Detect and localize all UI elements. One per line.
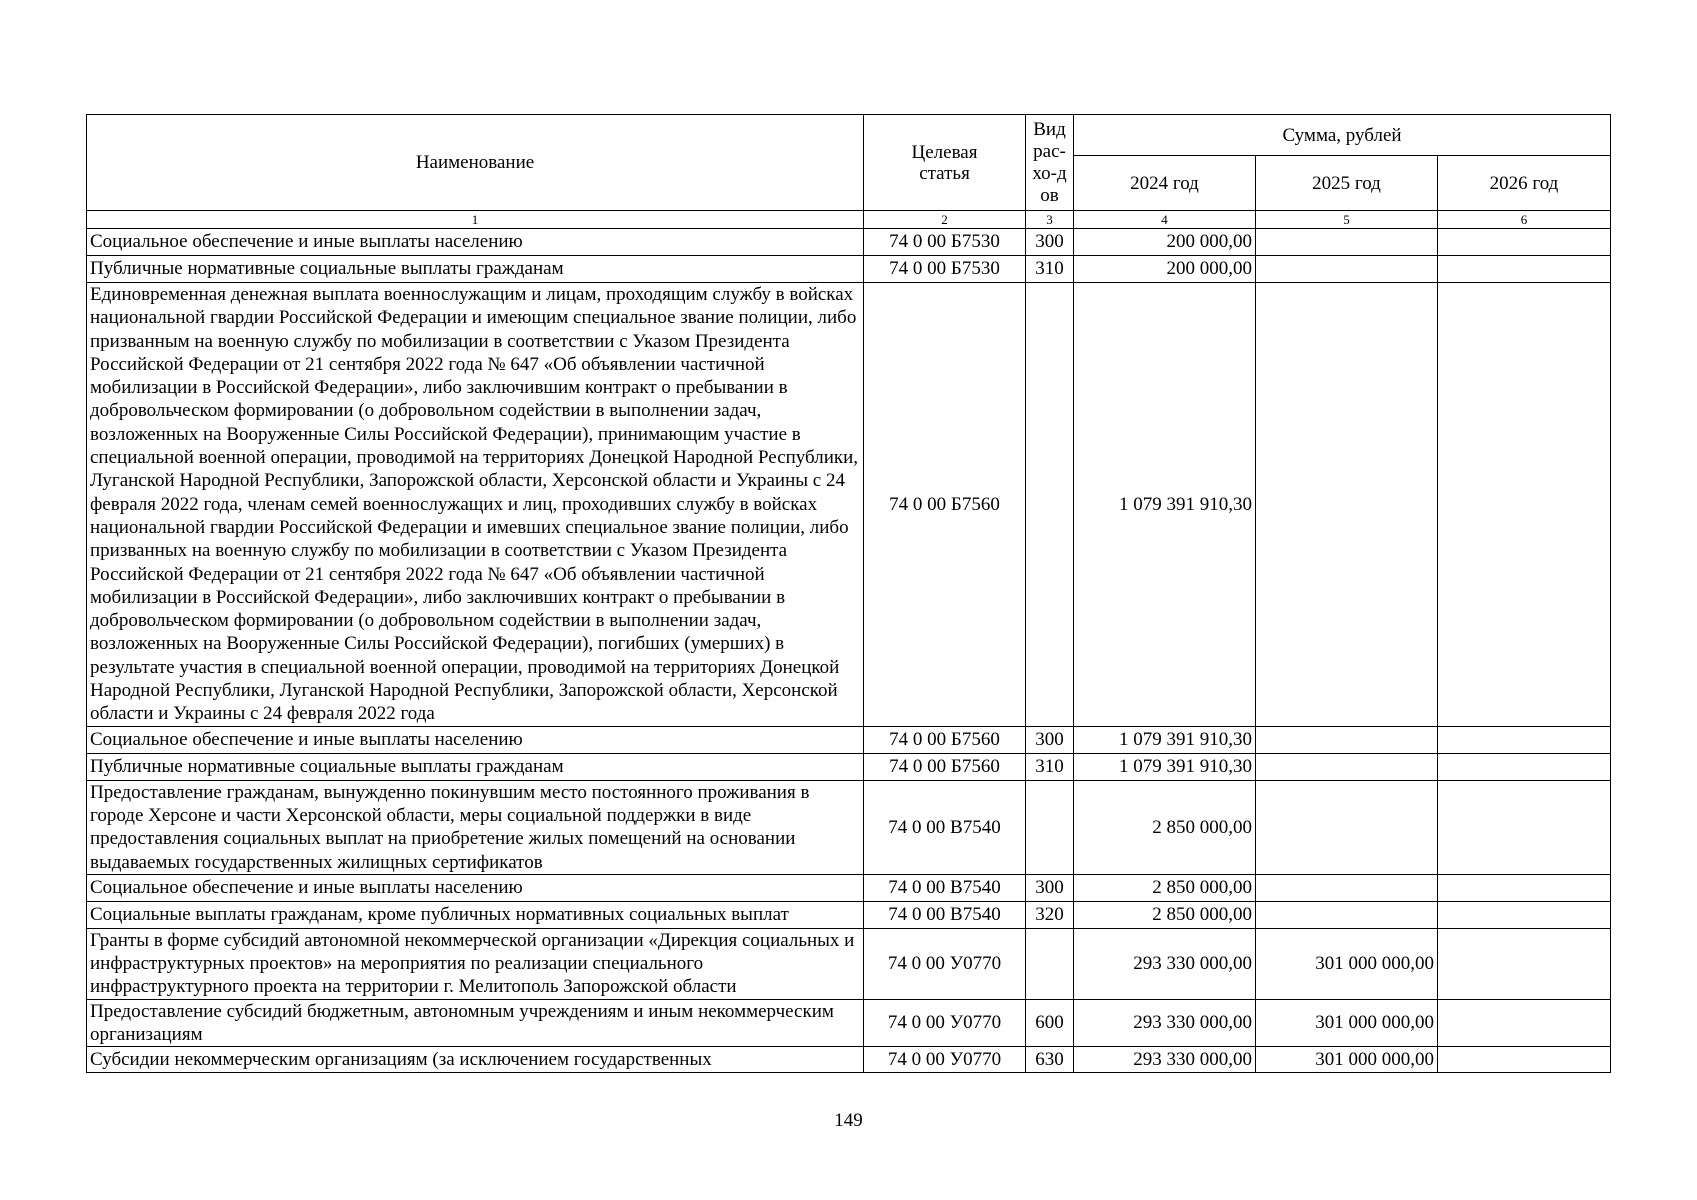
row-expense-type: 630 [1026, 1047, 1074, 1073]
row-amount-2025 [1256, 726, 1438, 753]
table-row [87, 928, 1611, 999]
table-row [87, 901, 1611, 928]
row-name: Публичные нормативные социальные выплаты гражданам [87, 753, 864, 780]
row-amount-2024: 293 330 000,00 [1074, 999, 1256, 1047]
row-amount-2026 [1438, 999, 1611, 1047]
row-amount-2024: 2 850 000,00 [1074, 874, 1256, 901]
header-sum-group: Сумма, рублей [1074, 115, 1611, 156]
row-amount-2025 [1256, 229, 1438, 256]
row-name: Социальные выплаты гражданам, кроме публичных нормативных социальных выплат [87, 901, 864, 928]
row-amount-2026 [1438, 780, 1611, 874]
row-expense-type: 310 [1026, 753, 1074, 780]
row-name: Субсидии некоммерческим организациям (за исключением государственных [87, 1047, 864, 1073]
row-amount-2025: 301 000 000,00 [1256, 1047, 1438, 1073]
table-row [87, 229, 1611, 256]
column-number: 2 [864, 211, 1026, 229]
row-amount-2024: 2 850 000,00 [1074, 780, 1256, 874]
table-row [87, 256, 1611, 283]
row-name: Предоставление субсидий бюджетным, автономным учреждениям и иным некоммерческим организациям [87, 999, 864, 1047]
header-target-article-text: Целевая статья [911, 141, 978, 184]
column-number: 6 [1438, 211, 1611, 229]
row-amount-2026 [1438, 753, 1611, 780]
row-target-article: 74 0 00 В7540 [864, 901, 1026, 928]
row-expense-type [1026, 928, 1074, 999]
row-target-article: 74 0 00 Б7560 [864, 753, 1026, 780]
header-expense-type [1026, 115, 1074, 211]
table-row [87, 726, 1611, 753]
row-expense-type: 300 [1026, 229, 1074, 256]
row-target-article: 74 0 00 Б7560 [864, 283, 1026, 727]
row-amount-2026 [1438, 283, 1611, 727]
row-amount-2025: 301 000 000,00 [1256, 999, 1438, 1047]
row-amount-2024: 2 850 000,00 [1074, 901, 1256, 928]
row-expense-type: 600 [1026, 999, 1074, 1047]
row-amount-2025 [1256, 753, 1438, 780]
row-expense-type: 310 [1026, 256, 1074, 283]
row-amount-2026 [1438, 256, 1611, 283]
row-target-article: 74 0 00 Б7530 [864, 256, 1026, 283]
header-name: Наименование [87, 115, 864, 211]
row-name: Предоставление гражданам, вынужденно покинувшим место постоянного проживания в городе Херсоне и части Херсонской области, меры социальной поддержки в виде предоставления социальных выплат на приобретение жилых помещений на основании выдаваемых государственных жилищных сертификатов [87, 780, 864, 874]
row-name: Социальное обеспечение и иные выплаты населению [87, 874, 864, 901]
header-expense-type-text: Вид рас-хо-дов [1032, 118, 1067, 206]
row-expense-type: 300 [1026, 874, 1074, 901]
row-target-article: 74 0 00 Б7560 [864, 726, 1026, 753]
row-target-article: 74 0 00 У0770 [864, 999, 1026, 1047]
row-amount-2025 [1256, 780, 1438, 874]
row-amount-2024: 200 000,00 [1074, 256, 1256, 283]
column-number: 1 [87, 211, 864, 229]
header-target-article [864, 115, 1026, 211]
row-amount-2026 [1438, 229, 1611, 256]
column-number: 3 [1026, 211, 1074, 229]
row-amount-2025 [1256, 874, 1438, 901]
page-number: 149 [834, 1110, 863, 1131]
row-expense-type [1026, 283, 1074, 727]
row-amount-2024: 1 079 391 910,30 [1074, 726, 1256, 753]
column-number: 4 [1074, 211, 1256, 229]
header-2026: 2026 год [1438, 156, 1611, 211]
row-amount-2025: 301 000 000,00 [1256, 928, 1438, 999]
row-amount-2026 [1438, 726, 1611, 753]
row-name: Единовременная денежная выплата военнослужащим и лицам, проходящим службу в войсках национальной гвардии Российской Федерации и имеющим специальное звание полиции, либо призванным на военную службу по мобилизации в соответствии с Указом Президента Российской Федерации от 21 сентября 2022 года № 647 «Об объявлении частичной мобилизации в Российской Федерации», либо заключившим контракт о пребывании в добровольческом формировании (о добровольном содействии в выполнении задач, возложенных на Вооруженные Силы Российской Федерации), принимающим участие в специальной военной операции, проводимой на территориях Донецкой Народной Республики, Луганской Народной Республики, Запорожской области, Херсонской области и Украины с 24 февраля 2022 года, членам семей военнослужащих и лиц, проходивших службу в войсках национальной гвардии Российской Федерации и имевших специальное звание полиции, либо призванных на военную службу по мобилизации в соответствии с Указом Президента Российской Федерации от 21 сентября 2022 года № 647 «Об объявлении частичной мобилизации в Российской Федерации», либо заключивших контракт о пребывании в добровольческом формировании (о добровольном содействии в выполнении задач, возложенных на Вооруженные Силы Российской Федерации), погибших (умерших) в результате участия в специальной военной операции, проводимой на территориях Донецкой Народной Республики, Луганской Народной Республики, Запорожской области, Херсонской области и Украины с 24 февраля 2022 года [87, 283, 864, 727]
table-row [87, 753, 1611, 780]
table-row [87, 999, 1611, 1047]
row-amount-2026 [1438, 901, 1611, 928]
row-amount-2026 [1438, 928, 1611, 999]
row-amount-2026 [1438, 1047, 1611, 1073]
row-amount-2025 [1256, 901, 1438, 928]
row-name: Публичные нормативные социальные выплаты гражданам [87, 256, 864, 283]
row-target-article: 74 0 00 Б7530 [864, 229, 1026, 256]
row-name: Социальное обеспечение и иные выплаты населению [87, 726, 864, 753]
row-amount-2024: 293 330 000,00 [1074, 928, 1256, 999]
header-2025: 2025 год [1256, 156, 1438, 211]
row-expense-type [1026, 780, 1074, 874]
row-amount-2024: 1 079 391 910,30 [1074, 283, 1256, 727]
row-amount-2024: 1 079 391 910,30 [1074, 753, 1256, 780]
row-amount-2024: 200 000,00 [1074, 229, 1256, 256]
row-amount-2024: 293 330 000,00 [1074, 1047, 1256, 1073]
table-row [87, 1047, 1611, 1073]
row-target-article: 74 0 00 В7540 [864, 780, 1026, 874]
row-target-article: 74 0 00 У0770 [864, 928, 1026, 999]
row-target-article: 74 0 00 В7540 [864, 874, 1026, 901]
row-amount-2025 [1256, 256, 1438, 283]
column-numbers-row [87, 211, 1611, 229]
row-name: Социальное обеспечение и иные выплаты населению [87, 229, 864, 256]
row-amount-2025 [1256, 283, 1438, 727]
row-expense-type: 300 [1026, 726, 1074, 753]
budget-table [86, 114, 1611, 1073]
row-expense-type: 320 [1026, 901, 1074, 928]
row-amount-2026 [1438, 874, 1611, 901]
table-row [87, 874, 1611, 901]
table-row [87, 780, 1611, 874]
row-target-article: 74 0 00 У0770 [864, 1047, 1026, 1073]
header-2024: 2024 год [1074, 156, 1256, 211]
row-name: Гранты в форме субсидий автономной некоммерческой организации «Дирекция социальных и инфраструктурных проектов» на мероприятия по реализации специального инфраструктурного проекта на территории г. Мелитополь Запорожской области [87, 928, 864, 999]
column-number: 5 [1256, 211, 1438, 229]
table-row [87, 283, 1611, 727]
